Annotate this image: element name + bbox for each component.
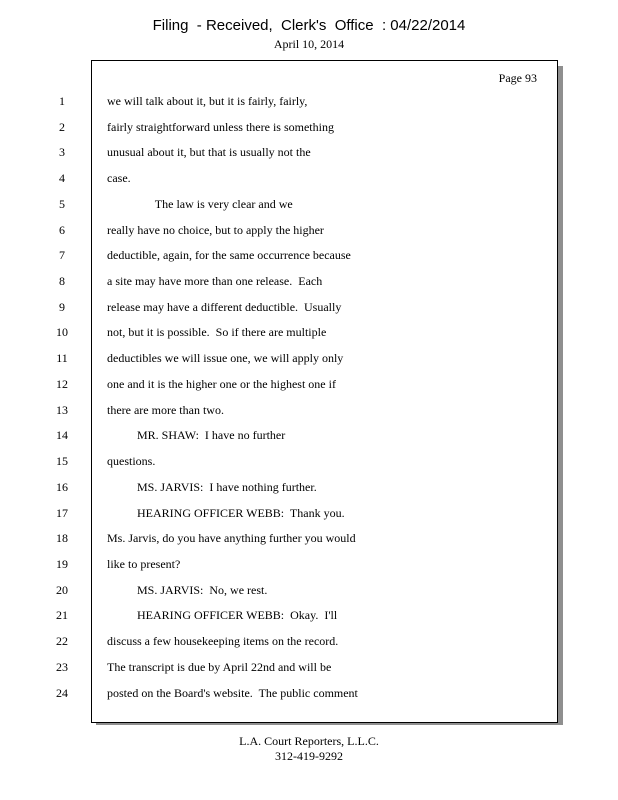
line-number: 4 bbox=[59, 171, 65, 186]
line-text: one and it is the higher one or the highest one if bbox=[107, 376, 336, 391]
line-number: 22 bbox=[56, 634, 68, 649]
line-number: 17 bbox=[56, 505, 68, 520]
line-text: case. bbox=[107, 171, 131, 186]
line-number: 5 bbox=[59, 196, 65, 211]
line-number: 21 bbox=[56, 608, 68, 623]
line-text: a site may have more than one release. Each bbox=[107, 274, 323, 289]
line-text: deductibles we will issue one, we will apply only bbox=[107, 351, 344, 366]
court-reporter-name: L.A. Court Reporters, L.L.C. bbox=[239, 734, 379, 748]
line-number: 10 bbox=[56, 325, 68, 340]
line-number: 18 bbox=[56, 531, 68, 546]
line-number: 8 bbox=[59, 274, 65, 289]
line-text: MS. JARVIS: I have nothing further. bbox=[107, 479, 317, 494]
hearing-date: April 10, 2014 bbox=[273, 37, 345, 51]
line-number: 24 bbox=[56, 685, 68, 700]
line-text: Ms. Jarvis, do you have anything further you would bbox=[107, 531, 356, 546]
line-text: discuss a few housekeeping items on the record. bbox=[107, 634, 339, 649]
line-text: MR. SHAW: I have no further bbox=[107, 428, 286, 443]
line-text: fairly straightforward unless there is something bbox=[107, 119, 334, 134]
line-text: HEARING OFFICER WEBB: Okay. I'll bbox=[107, 608, 338, 623]
line-text: MS. JARVIS: No, we rest. bbox=[107, 582, 268, 597]
line-text: like to present? bbox=[107, 556, 181, 571]
line-number: 2 bbox=[59, 119, 65, 134]
line-text: The law is very clear and we bbox=[107, 196, 293, 211]
line-number: 14 bbox=[56, 428, 68, 443]
line-text: deductible, again, for the same occurrence because bbox=[107, 248, 351, 263]
line-number: 16 bbox=[56, 479, 68, 494]
line-text: unusual about it, but that is usually not the bbox=[107, 145, 311, 160]
line-number: 6 bbox=[59, 222, 65, 237]
line-number: 1 bbox=[59, 94, 65, 108]
line-number: 9 bbox=[59, 299, 65, 314]
line-text: we will talk about it, but it is fairly, fairly, bbox=[107, 94, 308, 108]
line-text: posted on the Board's website. The public comment bbox=[107, 685, 358, 700]
line-text: there are more than two. bbox=[107, 402, 224, 417]
line-text: not, but it is possible. So if there are multiple bbox=[107, 325, 327, 340]
line-number: 11 bbox=[56, 351, 68, 366]
line-text: The transcript is due by April 22nd and will be bbox=[107, 659, 332, 674]
line-text: really have no choice, but to apply the higher bbox=[107, 222, 324, 237]
court-reporter-phone: 312-419-9292 bbox=[275, 749, 343, 763]
line-number: 13 bbox=[56, 402, 68, 417]
line-number: 23 bbox=[56, 659, 68, 674]
line-number: 20 bbox=[56, 582, 68, 597]
line-text: release may have a different deductible. Usually bbox=[107, 299, 342, 314]
line-number: 3 bbox=[59, 145, 65, 160]
page-number: Page 93 bbox=[498, 71, 537, 85]
line-text: HEARING OFFICER WEBB: Thank you. bbox=[107, 505, 345, 520]
line-text: questions. bbox=[107, 454, 156, 469]
line-number: 7 bbox=[59, 248, 65, 263]
line-number: 19 bbox=[56, 556, 68, 571]
filing-stamp: Filing - Received, Clerk's Office : 04/22/2014 bbox=[152, 17, 466, 34]
line-number: 15 bbox=[56, 454, 68, 469]
line-number: 12 bbox=[56, 376, 68, 391]
